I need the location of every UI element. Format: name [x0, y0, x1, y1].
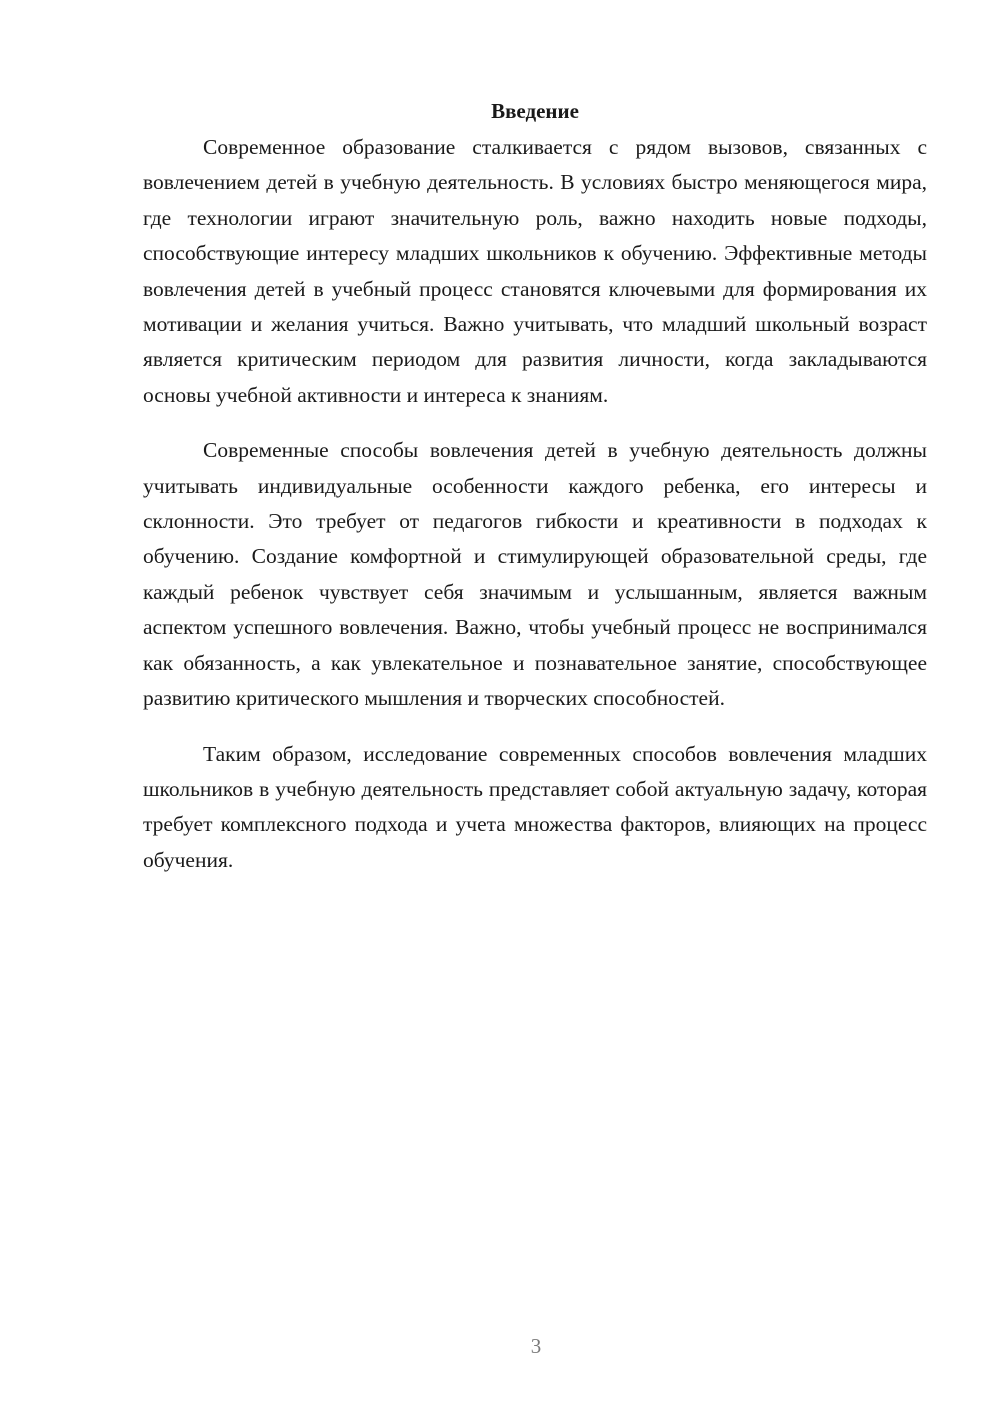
- section-title: Введение: [491, 99, 579, 123]
- page-content: [143, 96, 927, 898]
- paragraph-1: Современное образование сталкивается с рядом вызовов, связанных с вовлечением детей в учебную деятельность. В условиях быстро меняющегося мира, где технологии играют значительную роль, важно находить новые подходы, способствующие интересу младших школьников к обучению. Эффективные методы вовлечения детей в учебный процесс становятся ключевыми для формирования их мотивации и желания учиться. Важно учитывать, что младший школьный возраст является критическим периодом для развития личности, когда закладываются основы учебной активности и интереса к знаниям.: [143, 135, 927, 407]
- page-number: 3: [530, 1334, 542, 1358]
- paragraph-2: Современные способы вовлечения детей в учебную деятельность должны учитывать индивидуальные особенности каждого ребенка, его интересы и склонности. Это требует от педагогов гибкости и креативности в подходах к обучению. Создание комфортной и стимулирующей образовательной среды, где каждый ребенок чувствует себя значимым и услышанным, является важным аспектом успешного вовлечения. Важно, чтобы учебный процесс не воспринимался как обязанность, а как увлекательное и познавательное занятие, способствующее развитию критического мышления и творческих способностей.: [143, 438, 927, 711]
- paragraph-3: Таким образом, исследование современных способов вовлечения младших школьников в учебную деятельность представляет собой актуальную задачу, которая требует комплексного подхода и учета множества факторов, влияющих на процесс обучения.: [143, 741, 927, 872]
